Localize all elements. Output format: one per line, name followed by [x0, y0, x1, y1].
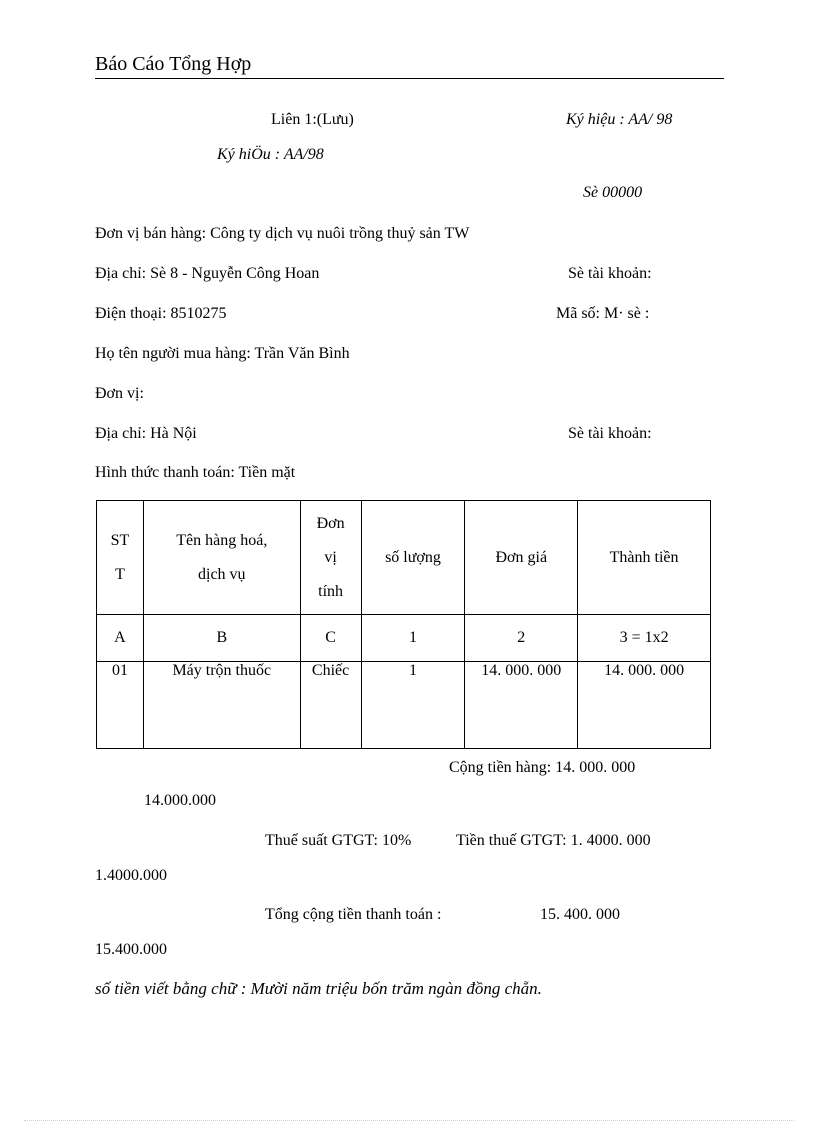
table-row [97, 662, 711, 749]
seller-name: Đơn vị bán hàng: Công ty dịch vụ nuôi trồng thuỷ sản TW [95, 225, 470, 242]
table-cell: B [143, 615, 300, 662]
table-cell: 3 = 1x2 [578, 615, 711, 662]
table-cell: 14. 000. 000 [578, 662, 711, 749]
table-cell: 1 [361, 615, 465, 662]
buyer-account: Sè tài khoản: [568, 425, 652, 442]
table-cell: Chiếc [300, 662, 361, 749]
header-divider [95, 78, 724, 79]
page-bottom-divider [24, 1120, 794, 1121]
buyer-address: Địa chỉ: Hà Nội [95, 425, 197, 442]
table-code-row [97, 615, 711, 662]
vat-rate: Thuế suất GTGT: 10% [265, 832, 412, 849]
vat-amount: Tiền thuế GTGT: 1. 4000. 000 [456, 832, 651, 849]
grand-total-plain: 15.400.000 [95, 941, 167, 958]
grand-total-value: 15. 400. 000 [540, 906, 620, 923]
seller-address: Địa chỉ: Sè 8 - Nguyễn Công Hoan [95, 265, 320, 282]
invoice-symbol-left: Ký hiÖu : AA/98 [217, 146, 324, 163]
table-cell: 1 [361, 662, 465, 749]
invoice-table [96, 500, 711, 749]
copy-label: Liên 1:(Lưu) [271, 111, 354, 128]
subtotal-plain: 14.000.000 [144, 792, 216, 809]
grand-total-label: Tổng cộng tiền thanh toán : [265, 906, 442, 923]
table-header-row [97, 501, 711, 615]
buyer-name: Họ tên người mua hàng: Trần Văn Bình [95, 345, 350, 362]
col-header-qty: số lượng [361, 501, 465, 615]
invoice-symbol-right: Ký hiệu : AA/ 98 [566, 111, 673, 128]
page-header-title: Báo Cáo Tổng Hợp [95, 53, 252, 75]
amount-in-words: số tiền viết bằng chữ : Mười năm triệu bốn trăm ngàn đồng chẵn. [95, 979, 542, 998]
col-header-unit: Đơn vị tính [300, 501, 361, 615]
col-header-price: Đơn giá [465, 501, 578, 615]
table-cell: 01 [97, 662, 144, 749]
seller-phone: Điện thoại: 8510275 [95, 305, 227, 322]
table-cell: A [97, 615, 144, 662]
col-header-amount: Thành tiền [578, 501, 711, 615]
col-header-name: Tên hàng hoá, dịch vụ [143, 501, 300, 615]
vat-plain: 1.4000.000 [95, 867, 167, 884]
payment-method: Hình thức thanh toán: Tiền mặt [95, 464, 296, 481]
table-cell: 14. 000. 000 [465, 662, 578, 749]
seller-account: Sè tài khoản: [568, 265, 652, 282]
table-cell: 2 [465, 615, 578, 662]
buyer-unit: Đơn vị: [95, 385, 144, 402]
invoice-number: Sè 00000 [583, 184, 643, 201]
seller-tax-code: Mã số: M· sè : [556, 305, 650, 322]
table-cell: C [300, 615, 361, 662]
subtotal-line: Cộng tiền hàng: 14. 000. 000 [449, 759, 636, 776]
col-header-stt: ST T [97, 501, 144, 615]
table-cell: Máy trộn thuốc [143, 662, 300, 749]
